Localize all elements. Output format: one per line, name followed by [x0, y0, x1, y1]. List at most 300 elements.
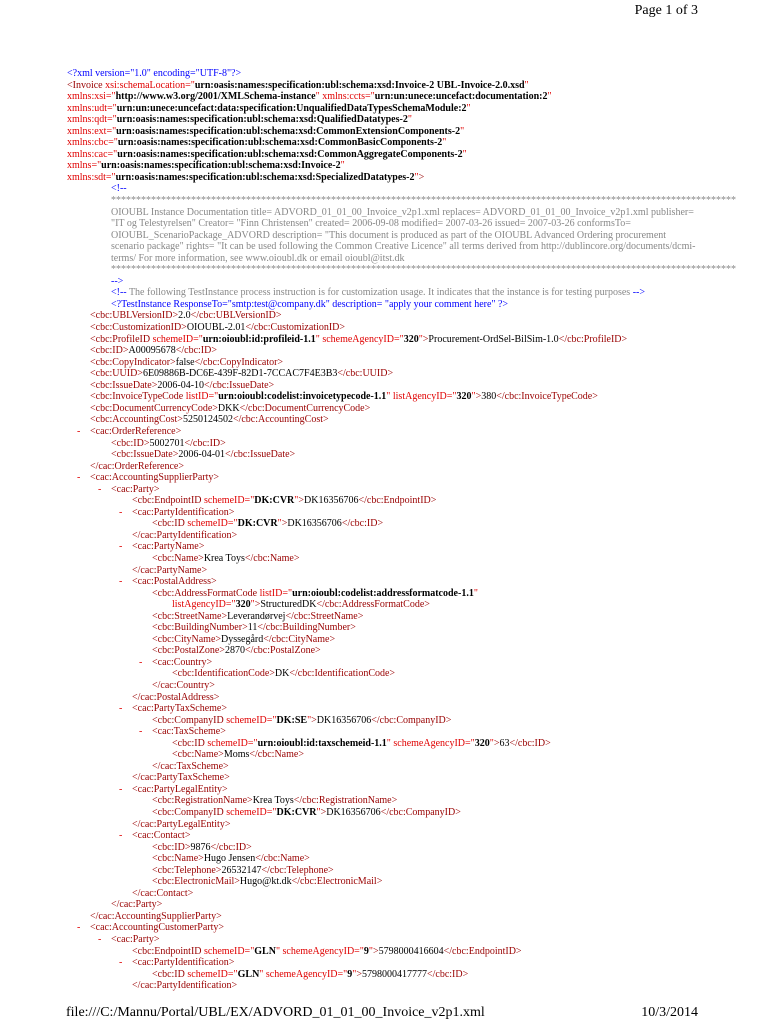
- xml-tag: <cbc:UBLVersionID>: [90, 310, 179, 322]
- xml-attribute: xmlns:qdt=": [67, 114, 117, 126]
- xml-tag: >: [475, 391, 482, 403]
- xml-line: [0, 530, 768, 542]
- xml-attribute: ": [307, 714, 312, 726]
- page-number: Page 1 of 3: [634, 3, 698, 18]
- xml-line: [0, 934, 768, 946]
- xml-tag: >: [418, 171, 425, 183]
- xml-attribute: schemeID=": [204, 945, 255, 957]
- xml-tag: <cbc:CopyIndicator>: [90, 356, 176, 368]
- xml-text-value: Dyssegård: [221, 633, 264, 645]
- xml-line: [0, 137, 768, 149]
- xml-tag: <cac:PartyIdentification>: [132, 957, 235, 969]
- xml-attribute-value: 9: [363, 945, 369, 957]
- xml-tag: </cac:OrderReference>: [90, 460, 184, 472]
- xml-line: [0, 172, 768, 184]
- xml-tag: <cbc:ProfileID: [90, 333, 153, 345]
- xml-attribute: schemeID=": [204, 495, 255, 507]
- xml-attribute: ": [414, 171, 419, 183]
- xml-line: [0, 772, 768, 784]
- xml-attribute: " schemeAgencyID=": [275, 945, 364, 957]
- xml-line: [0, 634, 768, 646]
- xml-tag: </cbc:CopyIndicator>: [194, 356, 284, 368]
- xml-text-value: 5002701: [149, 437, 185, 449]
- xml-comment: The following TestInstance process instruction is for customization usage. It indicates that the instance is for testing purposes: [128, 287, 633, 299]
- xml-processing-instruction: <!--: [111, 287, 129, 299]
- xml-attribute: ": [471, 391, 476, 403]
- xml-attribute: schemeID=": [226, 807, 277, 818]
- xml-attribute: ": [340, 160, 345, 172]
- xml-tag: <Invoice: [67, 79, 106, 91]
- xml-text-value: StructuredDK: [260, 599, 317, 611]
- xml-attribute-value: GLN: [237, 968, 260, 980]
- xml-line: [0, 391, 768, 403]
- xml-tag: <cbc:ID>: [90, 345, 129, 357]
- xml-line: [0, 126, 768, 138]
- xml-tag: </cbc:AddressFormatCode>: [316, 599, 430, 611]
- xml-tag: <cbc:BuildingNumber>: [152, 622, 248, 634]
- xml-tag: </cac:PartyLegalEntity>: [132, 818, 231, 830]
- xml-attribute: ": [316, 807, 321, 818]
- xml-attribute-value: urn:oasis:names:specification:ubl:schema:xsd:Invoice-2: [101, 160, 341, 172]
- xml-line: [0, 553, 768, 565]
- xml-attribute-value: DK:CVR: [254, 495, 295, 507]
- collapse-toggle[interactable]: -: [139, 726, 143, 738]
- xml-line: [0, 565, 768, 577]
- xml-line: [0, 541, 768, 553]
- xml-line: [0, 692, 768, 704]
- xml-attribute: ": [277, 518, 282, 530]
- xml-tag: <cbc:IdentificationCode>: [172, 668, 275, 680]
- xml-line: [0, 149, 768, 161]
- xml-line: [0, 819, 768, 831]
- xml-tag: </cac:PostalAddress>: [132, 691, 220, 703]
- xml-line: [0, 853, 768, 865]
- xml-line: [0, 969, 768, 981]
- xml-line: [0, 403, 768, 415]
- xml-line: [0, 472, 768, 484]
- xml-line: [0, 911, 768, 923]
- xml-attribute-value: urn:oasis:names:specification:ubl:schema:xsd:CommonAggregateComponents-2: [117, 148, 463, 160]
- xml-tag: </cbc:ID>: [509, 737, 551, 749]
- xml-tag: </cbc:ID>: [184, 437, 226, 449]
- xml-attribute: ": [547, 91, 552, 103]
- xml-tag: </cac:PartyName>: [132, 564, 208, 576]
- xml-line: [0, 715, 768, 727]
- xml-attribute: ": [418, 333, 423, 345]
- xml-text-value: 6E09886B-DC6E-439F-82D1-7CCAC7F4E3B3: [142, 368, 338, 380]
- xml-tag: <cac:TaxScheme>: [152, 726, 226, 738]
- xml-attribute-value: 320: [403, 333, 419, 345]
- xml-tag: >: [311, 714, 317, 726]
- collapse-toggle[interactable]: -: [77, 425, 81, 437]
- xml-tag: </cbc:CityName>: [263, 633, 336, 645]
- xml-tag: <cbc:PostalZone>: [152, 645, 225, 657]
- xml-tag: <cac:PartyIdentification>: [132, 506, 235, 518]
- xml-attribute: ": [442, 137, 447, 149]
- xml-processing-instruction: -->: [632, 287, 645, 299]
- xml-tag: <cac:PartyName>: [132, 541, 205, 553]
- xml-line: [0, 495, 768, 507]
- xml-processing-instruction: -->: [111, 275, 124, 287]
- xml-line: [0, 334, 768, 346]
- xml-attribute: " listAgencyID=": [386, 391, 457, 403]
- xml-tag: </cac:PartyIdentification>: [132, 529, 238, 541]
- xml-attribute-value: 320: [235, 599, 251, 611]
- xml-line: [0, 980, 768, 992]
- xml-attribute: ": [368, 945, 373, 957]
- xml-text-value: Hugo@kt.dk: [239, 876, 292, 888]
- xml-tag: <cbc:StreetName>: [152, 610, 228, 622]
- xml-attribute-value: urn:oioubl:codelist:addressformatcode-1.1: [292, 587, 474, 599]
- xml-attribute-value: DK:CVR: [276, 807, 317, 818]
- collapse-toggle[interactable]: -: [119, 576, 123, 588]
- xml-text-value: Hugo Jensen: [203, 853, 256, 865]
- xml-tag: </cbc:AccountingCost>: [232, 414, 329, 426]
- xml-line: [0, 645, 768, 657]
- xml-tag: </cac:AccountingSupplierParty>: [90, 910, 222, 922]
- xml-processing-instruction: <?TestInstance ResponseTo="smtp:test@company.dk" description= "apply your comment here" ?>: [111, 298, 509, 310]
- xml-tag: </cac:Country>: [152, 679, 215, 691]
- xml-tag: <cbc:RegistrationName>: [152, 795, 253, 807]
- xml-line: [0, 599, 768, 611]
- xml-attribute: listID=": [185, 391, 219, 403]
- xml-attribute: " schemeAgencyID=": [315, 333, 404, 345]
- xml-tag: </cbc:Name>: [255, 853, 310, 865]
- xml-attribute: ": [524, 79, 529, 91]
- xml-attribute: schemeID=": [187, 518, 238, 530]
- xml-attribute: ": [460, 125, 465, 137]
- xml-attribute-value: urn:oasis:names:specification:ubl:schema:xsd:Invoice-2 UBL-Invoice-2.0.xsd: [194, 79, 525, 91]
- xml-tag: >: [356, 968, 362, 980]
- xml-text-value: Krea Toys: [252, 795, 294, 807]
- xml-text-value: 380: [481, 391, 497, 403]
- xml-line: [0, 726, 768, 738]
- xml-processing-instruction: <!--: [111, 183, 127, 195]
- xml-tag: </cbc:RegistrationName>: [293, 795, 398, 807]
- xml-attribute-value: DK:SE: [276, 714, 308, 726]
- xml-text-value: Moms: [223, 749, 250, 761]
- xml-tag: </cbc:EndpointID>: [358, 495, 437, 507]
- xml-line: [0, 668, 768, 680]
- xml-tag: <cac:PartyLegalEntity>: [132, 783, 228, 795]
- xml-attribute-value: 9: [347, 968, 353, 980]
- xml-line: [0, 703, 768, 715]
- xml-tag: </cac:PartyIdentification>: [132, 980, 238, 992]
- xml-attribute-value: urn:oioubl:id:taxschemeid-1.1: [257, 737, 387, 749]
- xml-tag: <cbc:IssueDate>: [90, 379, 158, 391]
- xml-attribute: xmlns:sdt=": [67, 171, 116, 183]
- xml-line: [0, 957, 768, 969]
- xml-tag: </cbc:EndpointID>: [443, 945, 522, 957]
- xml-line: [0, 276, 768, 288]
- xml-tag: <cbc:DocumentCurrencyCode>: [90, 402, 218, 414]
- xml-line: [0, 899, 768, 911]
- xml-tag: </cac:PartyTaxScheme>: [132, 772, 230, 784]
- xml-attribute-value: urn:un:unece:uncefact:documentation:2: [374, 91, 548, 103]
- xml-tag: <cbc:ID: [152, 968, 188, 980]
- xml-line: [0, 876, 768, 888]
- collapse-toggle[interactable]: -: [119, 830, 123, 842]
- xml-tag: <cbc:ID: [172, 737, 208, 749]
- xml-attribute-value: urn:oioubl:id:profileid-1.1: [202, 333, 316, 345]
- xml-comment: *****************************************************************************************************************************: [111, 264, 736, 276]
- xml-attribute: xsi:schemaLocation=": [105, 79, 195, 91]
- xml-text-value: DK16356706: [326, 807, 381, 818]
- xml-line: [0, 357, 768, 369]
- xml-tag: >: [298, 495, 305, 507]
- xml-tag: </cbc:StreetName>: [285, 610, 364, 622]
- xml-line: [0, 438, 768, 450]
- collapse-toggle[interactable]: -: [98, 483, 102, 495]
- xml-attribute: listID=": [259, 587, 293, 599]
- xml-tag: </cbc:DocumentCurrencyCode>: [239, 402, 371, 414]
- xml-tag: </cbc:PostalZone>: [244, 645, 321, 657]
- xml-tag: </cbc:ElectronicMail>: [291, 876, 383, 888]
- xml-processing-instruction: <?xml version="1.0" encoding="UTF-8"?>: [67, 68, 242, 79]
- xml-attribute: xmlns:cbc=": [67, 137, 118, 149]
- xml-line: [0, 449, 768, 461]
- collapse-toggle[interactable]: -: [77, 922, 81, 934]
- xml-line: [0, 183, 768, 195]
- xml-text-value: A00095678: [128, 345, 176, 357]
- xml-line: [0, 484, 768, 496]
- xml-attribute-value: 320: [474, 737, 490, 749]
- xml-text-value: OIOUBL-2.01: [186, 322, 246, 334]
- xml-attribute-value: urn:oioubl:codelist:invoicetypecode-1.1: [218, 391, 387, 403]
- xml-attribute-value: GLN: [254, 945, 276, 957]
- xml-text-value: 63: [499, 737, 510, 749]
- xml-attribute-value: http://www.w3.org/2001/XMLSchema-instance: [115, 91, 316, 103]
- xml-attribute: xmlns:xsi=": [67, 91, 116, 103]
- xml-tag: </cbc:IdentificationCode>: [289, 668, 396, 680]
- xml-attribute-value: urn:oasis:names:specification:ubl:schema:xsd:QualifiedDatatypes-2: [116, 114, 408, 126]
- xml-tag: <cbc:CustomizationID>: [90, 322, 187, 334]
- xml-line: [0, 749, 768, 761]
- xml-line: [0, 345, 768, 357]
- xml-line: [0, 795, 768, 807]
- xml-tag: >: [281, 518, 288, 530]
- xml-attribute: ": [407, 114, 412, 126]
- xml-tag: <cbc:Name>: [172, 749, 224, 761]
- collapse-toggle[interactable]: -: [119, 703, 123, 715]
- xml-text-value: 2870: [224, 645, 245, 657]
- xml-tag: <cbc:IssueDate>: [111, 449, 179, 461]
- xml-tag: <cac:OrderReference>: [90, 425, 182, 437]
- xml-line: [0, 518, 768, 530]
- xml-tag: </cbc:CompanyID>: [371, 714, 452, 726]
- xml-line: [0, 264, 768, 276]
- xml-line: [0, 160, 768, 172]
- xml-line: [0, 784, 768, 796]
- xml-attribute: schemeID=": [187, 968, 238, 980]
- xml-tag: <cbc:ID>: [111, 437, 150, 449]
- xml-comment: *****************************************************************************************************************************: [111, 195, 736, 207]
- xml-line: [0, 461, 768, 473]
- xml-tag: <cac:AccountingSupplierParty>: [90, 472, 220, 484]
- xml-attribute: xmlns=": [67, 160, 102, 172]
- xml-attribute-value: urn:un:unece:uncefact:data:specification:UnqualifiedDataTypesSchemaModule:2: [116, 102, 467, 114]
- xml-line: [0, 507, 768, 519]
- xml-line: [0, 287, 768, 299]
- xml-attribute: " schemeAgencyID=": [259, 968, 348, 980]
- xml-text-value: false: [175, 356, 195, 368]
- xml-tag: <cac:Party>: [111, 483, 160, 495]
- xml-tag: </cbc:Telephone>: [261, 864, 334, 876]
- collapse-toggle[interactable]: -: [119, 541, 123, 553]
- xml-text-value: 2.0: [178, 310, 191, 322]
- xml-tag: <cbc:ID>: [152, 841, 191, 853]
- xml-text-value: 2006-04-10: [157, 379, 205, 391]
- collapse-toggle[interactable]: -: [119, 783, 123, 795]
- xml-text-value: 9876: [190, 841, 211, 853]
- xml-comment: OIOUBL Instance Documentation title= ADVORD_01_01_00_Invoice_v2p1.xml replaces= ADVORD_01_01_00_Invoice_v2p1.xml publisher= "IT og Telestyrelsen" Creator= "Finn Christensen" created= 2006-09-08 modified= 2007-03-26 issued= 2007-03-26 conformsTo= OIOUBL_ScenarioPackage_ADVORD description= "This document is produced as part of the OIOUBL Advanced Ordering procurement scenario package" rights= "It can be used following the Common Creative Licence" all terms derived from http://dublincore.org/documents/dcmi-terms/ For more information, see www.oioubl.dk or email oioubl@itst.dk: [111, 206, 696, 264]
- xml-line: [0, 946, 768, 958]
- xml-tag: >: [254, 599, 261, 611]
- xml-line: [0, 103, 768, 115]
- xml-text-value: 5798000417777: [361, 968, 427, 980]
- xml-line: [0, 576, 768, 588]
- xml-text-value: Leverandørvej: [227, 610, 286, 622]
- xml-text-value: DK: [274, 668, 290, 680]
- xml-line: [0, 611, 768, 623]
- xml-tag: >: [493, 737, 500, 749]
- xml-line: [0, 680, 768, 692]
- xml-tag: <cbc:AddressFormatCode: [152, 587, 260, 599]
- xml-tag: </cac:TaxScheme>: [152, 760, 229, 772]
- xml-tag: </cbc:CustomizationID>: [245, 322, 346, 334]
- xml-line: [0, 807, 768, 819]
- xml-line: [0, 865, 768, 877]
- xml-tag: <cbc:CompanyID: [152, 807, 227, 818]
- xml-line: [0, 114, 768, 126]
- xml-tag: </cbc:Name>: [244, 552, 300, 564]
- xml-attribute: xmlns:ext=": [67, 125, 117, 137]
- print-date: 10/3/2014: [641, 1005, 698, 1020]
- xml-tag: <cbc:Name>: [152, 853, 204, 865]
- collapse-toggle[interactable]: -: [139, 656, 143, 668]
- xml-text-value: Procurement-OrdSel-BilSim-1.0: [428, 333, 559, 345]
- xml-attribute: " schemeAgencyID=": [386, 737, 475, 749]
- xml-tag: <cbc:EndpointID: [132, 495, 205, 507]
- xml-tag: </cbc:ProfileID>: [558, 333, 628, 345]
- xml-attribute-value: DK:CVR: [237, 518, 278, 530]
- xml-text-value: DKK: [217, 402, 240, 414]
- xml-tag: </cbc:CompanyID>: [380, 807, 461, 818]
- xml-tag: </cbc:IssueDate>: [225, 449, 296, 461]
- xml-attribute: xmlns:cac=": [67, 148, 118, 160]
- xml-tag: <cbc:ID: [152, 518, 188, 530]
- xml-text-value: 2006-04-01: [178, 449, 226, 461]
- xml-attribute: ": [473, 587, 478, 599]
- xml-tag: <cbc:InvoiceTypeCode: [90, 391, 186, 403]
- xml-attribute-value: urn:oasis:names:specification:ubl:schema:xsd:SpecializedDatatypes-2: [115, 171, 415, 183]
- xml-line: [0, 657, 768, 669]
- xml-tag: </cbc:BuildingNumber>: [257, 622, 356, 634]
- xml-tag: <cbc:Name>: [152, 552, 204, 564]
- xml-line: [0, 195, 768, 207]
- xml-tag: >: [422, 333, 429, 345]
- xml-text-value: 26532147: [221, 864, 262, 876]
- xml-line: [0, 830, 768, 842]
- xml-line: [0, 380, 768, 392]
- xml-tag: </cbc:ID>: [175, 345, 217, 357]
- xml-document-view: [0, 68, 768, 992]
- xml-tag: <cbc:UUID>: [90, 368, 143, 380]
- xml-attribute-value: urn:oasis:names:specification:ubl:schema:xsd:CommonBasicComponents-2: [117, 137, 443, 149]
- xml-line: [0, 888, 768, 900]
- xml-attribute: schemeID=": [207, 737, 258, 749]
- xml-tag: <cbc:ElectronicMail>: [152, 876, 240, 888]
- xml-line: [0, 207, 768, 265]
- xml-tag: <cac:Party>: [111, 934, 160, 946]
- xml-attribute: schemeID=": [152, 333, 203, 345]
- xml-tag: <cac:Country>: [152, 656, 213, 668]
- xml-line: [0, 310, 768, 322]
- xml-attribute: ": [462, 148, 467, 160]
- xml-line: [0, 414, 768, 426]
- xml-attribute-value: 320: [456, 391, 472, 403]
- xml-tag: </cbc:ID>: [426, 968, 469, 980]
- xml-text-value: 5250124502: [182, 414, 233, 426]
- collapse-toggle[interactable]: -: [119, 506, 123, 518]
- xml-tag: </cbc:InvoiceTypeCode>: [496, 391, 598, 403]
- xml-text-value: DK16356706: [287, 518, 342, 530]
- xml-line: [0, 68, 768, 80]
- collapse-toggle[interactable]: -: [77, 472, 81, 484]
- xml-tag: <cac:AccountingCustomerParty>: [90, 922, 225, 934]
- xml-line: [0, 91, 768, 103]
- xml-line: [0, 322, 768, 334]
- xml-attribute: listAgencyID=": [172, 599, 236, 611]
- xml-attribute: xmlns:udt=": [67, 102, 117, 114]
- xml-attribute: ": [466, 102, 471, 114]
- xml-tag: </cac:Contact>: [132, 887, 194, 899]
- xml-tag: <cac:PartyTaxScheme>: [132, 703, 227, 715]
- collapse-toggle[interactable]: -: [98, 934, 102, 946]
- xml-line: [0, 426, 768, 438]
- xml-attribute: ": [294, 495, 299, 507]
- xml-tag: </cbc:ID>: [210, 841, 252, 853]
- xml-text-value: 5798000416604: [378, 945, 444, 957]
- xml-line: [0, 622, 768, 634]
- xml-tag: <cbc:AccountingCost>: [90, 414, 183, 426]
- xml-attribute: ": [352, 968, 357, 980]
- xml-line: [0, 842, 768, 854]
- xml-tag: </cbc:Name>: [249, 749, 304, 761]
- xml-tag: </cbc:UBLVersionID>: [190, 310, 282, 322]
- xml-tag: <cbc:CompanyID: [152, 714, 227, 726]
- xml-attribute: ": [489, 737, 494, 749]
- collapse-toggle[interactable]: -: [119, 957, 123, 969]
- xml-line: [0, 761, 768, 773]
- xml-line: [0, 299, 768, 311]
- xml-attribute: ": [250, 599, 255, 611]
- xml-text-value: 11: [247, 622, 258, 634]
- xml-line: [0, 922, 768, 934]
- xml-tag: <cac:PostalAddress>: [132, 576, 217, 588]
- xml-tag: >: [373, 945, 379, 957]
- file-path: file:///C:/Mannu/Portal/UBL/EX/ADVORD_01_01_00_Invoice_v2p1.xml: [66, 1005, 485, 1020]
- xml-attribute: schemeID=": [226, 714, 277, 726]
- xml-tag: <cbc:EndpointID: [132, 945, 205, 957]
- xml-text-value: DK16356706: [304, 495, 359, 507]
- xml-tag: <cbc:Telephone>: [152, 864, 222, 876]
- xml-tag: </cbc:ID>: [341, 518, 384, 530]
- xml-tag: </cac:Party>: [111, 899, 163, 911]
- xml-attribute-value: urn:oasis:names:specification:ubl:schema:xsd:CommonExtensionComponents-2: [116, 125, 461, 137]
- xml-line: [0, 738, 768, 750]
- xml-tag: <cac:Contact>: [132, 830, 191, 842]
